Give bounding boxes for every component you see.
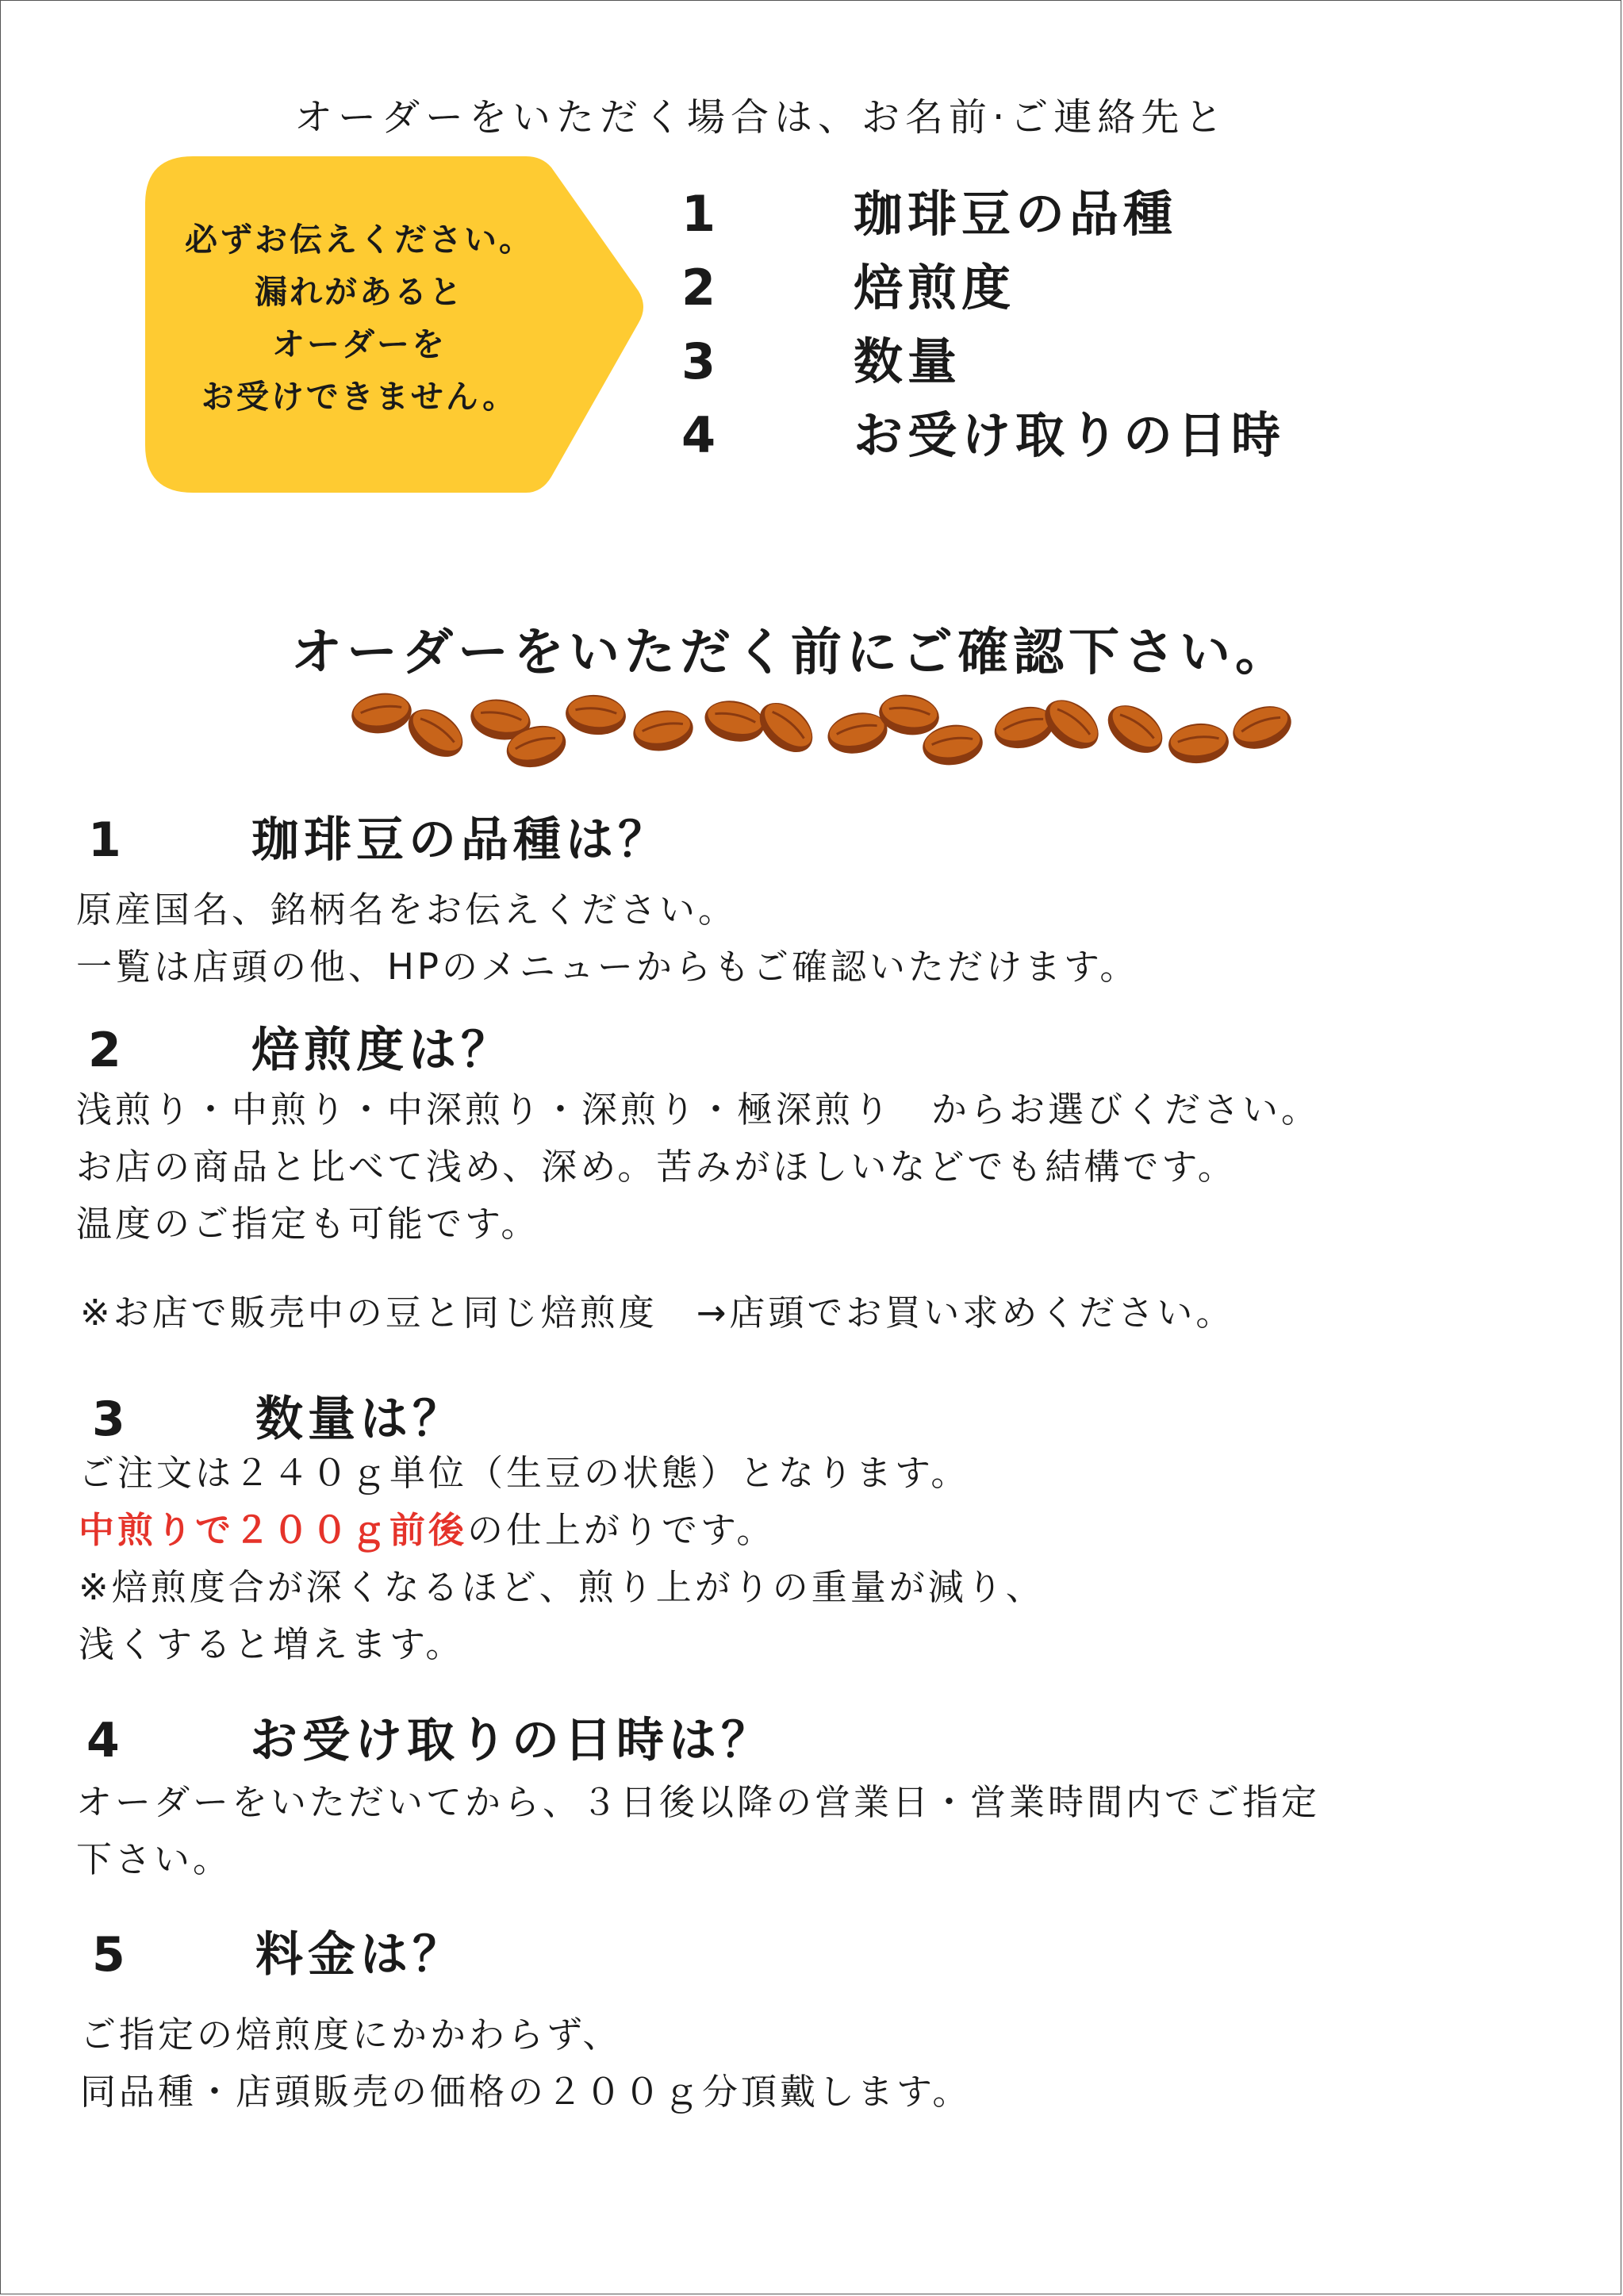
question-3-heading — [92, 1381, 465, 1449]
required-item — [681, 398, 1285, 472]
item-label: お受け取りの日時 — [854, 406, 1286, 464]
body-line: オーダーをいただいてから、３日後以降の営業日・営業時間内でご指定 — [76, 1781, 1321, 1823]
callout-line: 必ずお伝えください。 — [185, 221, 534, 259]
required-item — [681, 324, 1285, 398]
question-title: 焙煎度は？ — [251, 1023, 513, 1078]
highlight-text: 中煎りで２００ｇ前後 — [79, 1509, 468, 1551]
callout-badge — [145, 156, 647, 493]
body-line: 下さい。 — [76, 1838, 232, 1880]
intro-text: オーダーをいただく場合は、お名前·ご連絡先と — [294, 95, 1229, 140]
item-label: 珈琲豆の品種 — [854, 185, 1178, 243]
question-5-body — [80, 2006, 971, 2121]
required-items-list — [681, 177, 1285, 472]
body-line: ※焙煎度合が深くなるほど、煎り上がりの重量が減り、 — [79, 1566, 1045, 1608]
question-5-heading — [92, 1917, 465, 1985]
required-item — [681, 177, 1285, 251]
callout-text — [145, 213, 574, 423]
body-line: 浅煎り・中煎り・中深煎り・深煎り・極深煎り からお選びください。 — [76, 1088, 1321, 1131]
question-number: 1 — [88, 812, 126, 868]
question-2-note: ※お店で販売中の豆と同じ焙煎度 →店頭でお買い求めください。 — [80, 1292, 1235, 1334]
item-number: 3 — [681, 332, 721, 390]
body-line: 浅くすると増えます。 — [79, 1623, 465, 1665]
question-title: 数量は？ — [255, 1392, 465, 1447]
item-label: 数量 — [854, 332, 962, 390]
item-label: 焙煎度 — [854, 259, 1016, 317]
body-line — [79, 1502, 1045, 1559]
question-number: 5 — [92, 1927, 130, 1983]
required-item — [681, 251, 1285, 324]
question-number: 4 — [86, 1713, 125, 1768]
highlight-rest: の仕上がりです。 — [467, 1509, 776, 1551]
question-3-body — [79, 1445, 1045, 1673]
item-number: 2 — [681, 259, 721, 317]
item-number: 4 — [681, 406, 721, 464]
question-1-heading — [88, 802, 670, 870]
question-title: 珈琲豆の品種は？ — [251, 812, 670, 868]
body-line: ご注文は２４０ｇ単位（生豆の状態）となります。 — [79, 1452, 970, 1494]
question-4-body — [76, 1774, 1320, 1888]
body-line: 一覧は店頭の他、HPのメニューからもご確認いただけます。 — [76, 946, 1139, 988]
body-line: 同品種・店頭販売の価格の２００ｇ分頂戴します。 — [80, 2071, 972, 2113]
section-title: オーダーをいただく前にご確認下さい。 — [291, 624, 1291, 682]
question-title: お受け取りの日時は？ — [250, 1713, 773, 1768]
coffee-beans-icon — [342, 689, 1310, 777]
question-number: 3 — [92, 1392, 130, 1447]
item-number: 1 — [681, 185, 721, 243]
question-4-heading — [86, 1703, 773, 1771]
question-2-body — [76, 1081, 1320, 1253]
body-line: 温度のご指定も可能です。 — [76, 1203, 540, 1245]
question-1-body — [76, 881, 1138, 996]
question-2-heading — [88, 1012, 513, 1081]
question-title: 料金は？ — [255, 1927, 465, 1983]
callout-line: オーダーを — [272, 325, 447, 363]
callout-line: 漏れがあると — [255, 273, 464, 311]
body-line: お店の商品と比べて浅め、深め。苦みがほしいなどでも結構です。 — [76, 1146, 1237, 1188]
body-line: ご指定の焙煎度にかかわらず、 — [80, 2014, 622, 2056]
body-line: 原産国名、銘柄名をお伝えください。 — [76, 889, 738, 931]
callout-line: お受けできません。 — [201, 378, 518, 416]
question-number: 2 — [88, 1023, 126, 1078]
